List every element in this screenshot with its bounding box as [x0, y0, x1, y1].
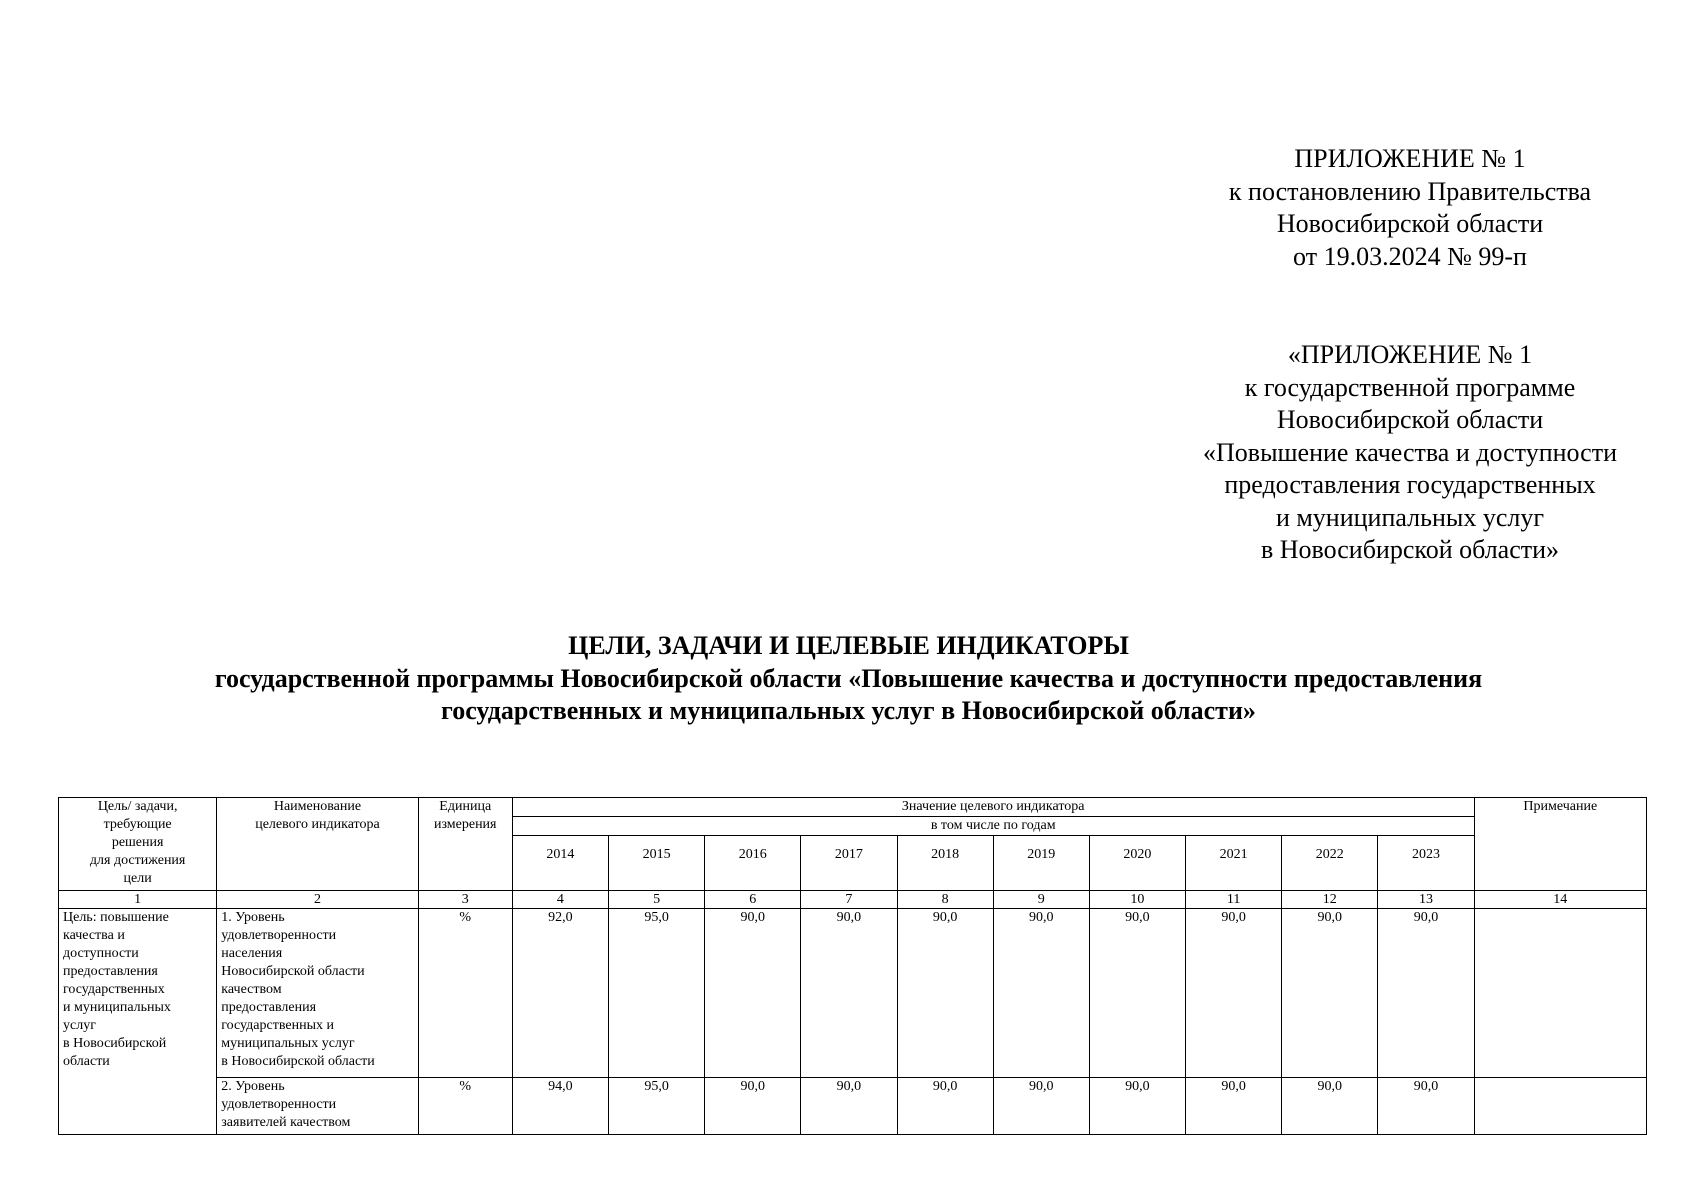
- appendix-line: к государственной программе: [1244, 372, 1576, 402]
- value-cell: 90,0: [1186, 909, 1282, 1078]
- appendix-line: «ПРИЛОЖЕНИЕ № 1: [1287, 340, 1533, 369]
- appendix-line: в Новосибирской области»: [1260, 535, 1560, 564]
- appendix-line: к постановлению Правительства: [1228, 176, 1592, 206]
- header-indicator: Наименование целевого индикатора: [217, 798, 418, 891]
- note-cell: [1474, 1078, 1646, 1135]
- program-appendix-header: [1175, 339, 1645, 567]
- header-note: Примечание: [1474, 798, 1646, 891]
- column-number: 6: [705, 891, 801, 909]
- header-year: 2016: [705, 836, 801, 891]
- value-cell: 90,0: [1089, 1078, 1185, 1135]
- value-cell: 90,0: [993, 909, 1089, 1078]
- appendix-line: и муниципальных услуг: [1275, 502, 1545, 532]
- column-number: 10: [1089, 891, 1185, 909]
- appendix-line: Новосибирской области: [1276, 209, 1544, 238]
- column-number: 4: [512, 891, 608, 909]
- header-year: 2020: [1089, 836, 1185, 891]
- column-number: 1: [59, 891, 217, 909]
- value-cell: 90,0: [1378, 1078, 1474, 1135]
- header-year: 2023: [1378, 836, 1474, 891]
- document-title: [60, 630, 1637, 728]
- appendix-line: от 19.03.2024 № 99-п: [1293, 241, 1527, 271]
- header-year: 2018: [897, 836, 993, 891]
- appendix-line: «Повышение качества и доступности: [1203, 437, 1617, 467]
- header-year: 2021: [1186, 836, 1282, 891]
- appendix-line: предоставления государственных: [1224, 470, 1596, 499]
- value-cell: 95,0: [608, 909, 704, 1078]
- indicators-table: [58, 797, 1647, 1135]
- value-cell: 90,0: [1186, 1078, 1282, 1135]
- column-number: 13: [1378, 891, 1474, 909]
- column-number: 5: [608, 891, 704, 909]
- column-number: 14: [1474, 891, 1646, 909]
- header-year: 2015: [608, 836, 704, 891]
- unit-cell: %: [418, 909, 512, 1078]
- value-cell: 90,0: [705, 909, 801, 1078]
- value-cell: 90,0: [993, 1078, 1089, 1135]
- note-cell: [1474, 909, 1646, 1078]
- appendix-line: Новосибирской области: [1276, 405, 1544, 434]
- goal-cell: Цель: повышение качества и доступности предоставления государственных и муниципальных услуг в Новосибирской области: [59, 909, 217, 1135]
- value-cell: 94,0: [512, 1078, 608, 1135]
- indicator-cell: 1. Уровень удовлетворенности населения Новосибирской области качеством предоставления государственных и муниципальных услуг в Новосибирской области: [217, 909, 418, 1078]
- column-number: 8: [897, 891, 993, 909]
- header-year: 2014: [512, 836, 608, 891]
- indicator-cell: 2. Уровень удовлетворенности заявителей качеством: [217, 1078, 418, 1135]
- column-number: 12: [1282, 891, 1378, 909]
- value-cell: 90,0: [1282, 909, 1378, 1078]
- unit-cell: %: [418, 1078, 512, 1135]
- title-line: государственных и муниципальных услуг в Новосибирской области»: [441, 696, 1256, 725]
- value-cell: 90,0: [897, 1078, 993, 1135]
- value-cell: 90,0: [1089, 909, 1185, 1078]
- header-year: 2022: [1282, 836, 1378, 891]
- value-cell: 92,0: [512, 909, 608, 1078]
- table-row: [59, 1078, 1647, 1135]
- header-value: Значение целевого индикатора: [512, 798, 1474, 817]
- header-unit: Единица измерения: [418, 798, 512, 891]
- column-number: 11: [1186, 891, 1282, 909]
- header-year: 2017: [801, 836, 897, 891]
- value-cell: 90,0: [897, 909, 993, 1078]
- table-row: [59, 909, 1647, 1078]
- column-number: 9: [993, 891, 1089, 909]
- value-cell: 90,0: [1378, 909, 1474, 1078]
- value-cell: 95,0: [608, 1078, 704, 1135]
- value-cell: 90,0: [801, 909, 897, 1078]
- value-cell: 90,0: [705, 1078, 801, 1135]
- column-numbers-row: [59, 891, 1647, 909]
- column-number: 2: [217, 891, 418, 909]
- appendix-line: ПРИЛОЖЕНИЕ № 1: [1294, 144, 1526, 173]
- title-line: ЦЕЛИ, ЗАДАЧИ И ЦЕЛЕВЫЕ ИНДИКАТОРЫ: [568, 631, 1129, 660]
- value-cell: 90,0: [801, 1078, 897, 1135]
- header-year: 2019: [993, 836, 1089, 891]
- title-line: государственной программы Новосибирской области «Повышение качества и доступности предоставления: [214, 663, 1483, 693]
- appendix-attachment-header: [1200, 143, 1620, 273]
- value-cell: 90,0: [1282, 1078, 1378, 1135]
- column-number: 7: [801, 891, 897, 909]
- header-goal: Цель/ задачи, требующие решения для достижения цели: [59, 798, 217, 891]
- header-by-years: в том числе по годам: [512, 817, 1474, 836]
- column-number: 3: [418, 891, 512, 909]
